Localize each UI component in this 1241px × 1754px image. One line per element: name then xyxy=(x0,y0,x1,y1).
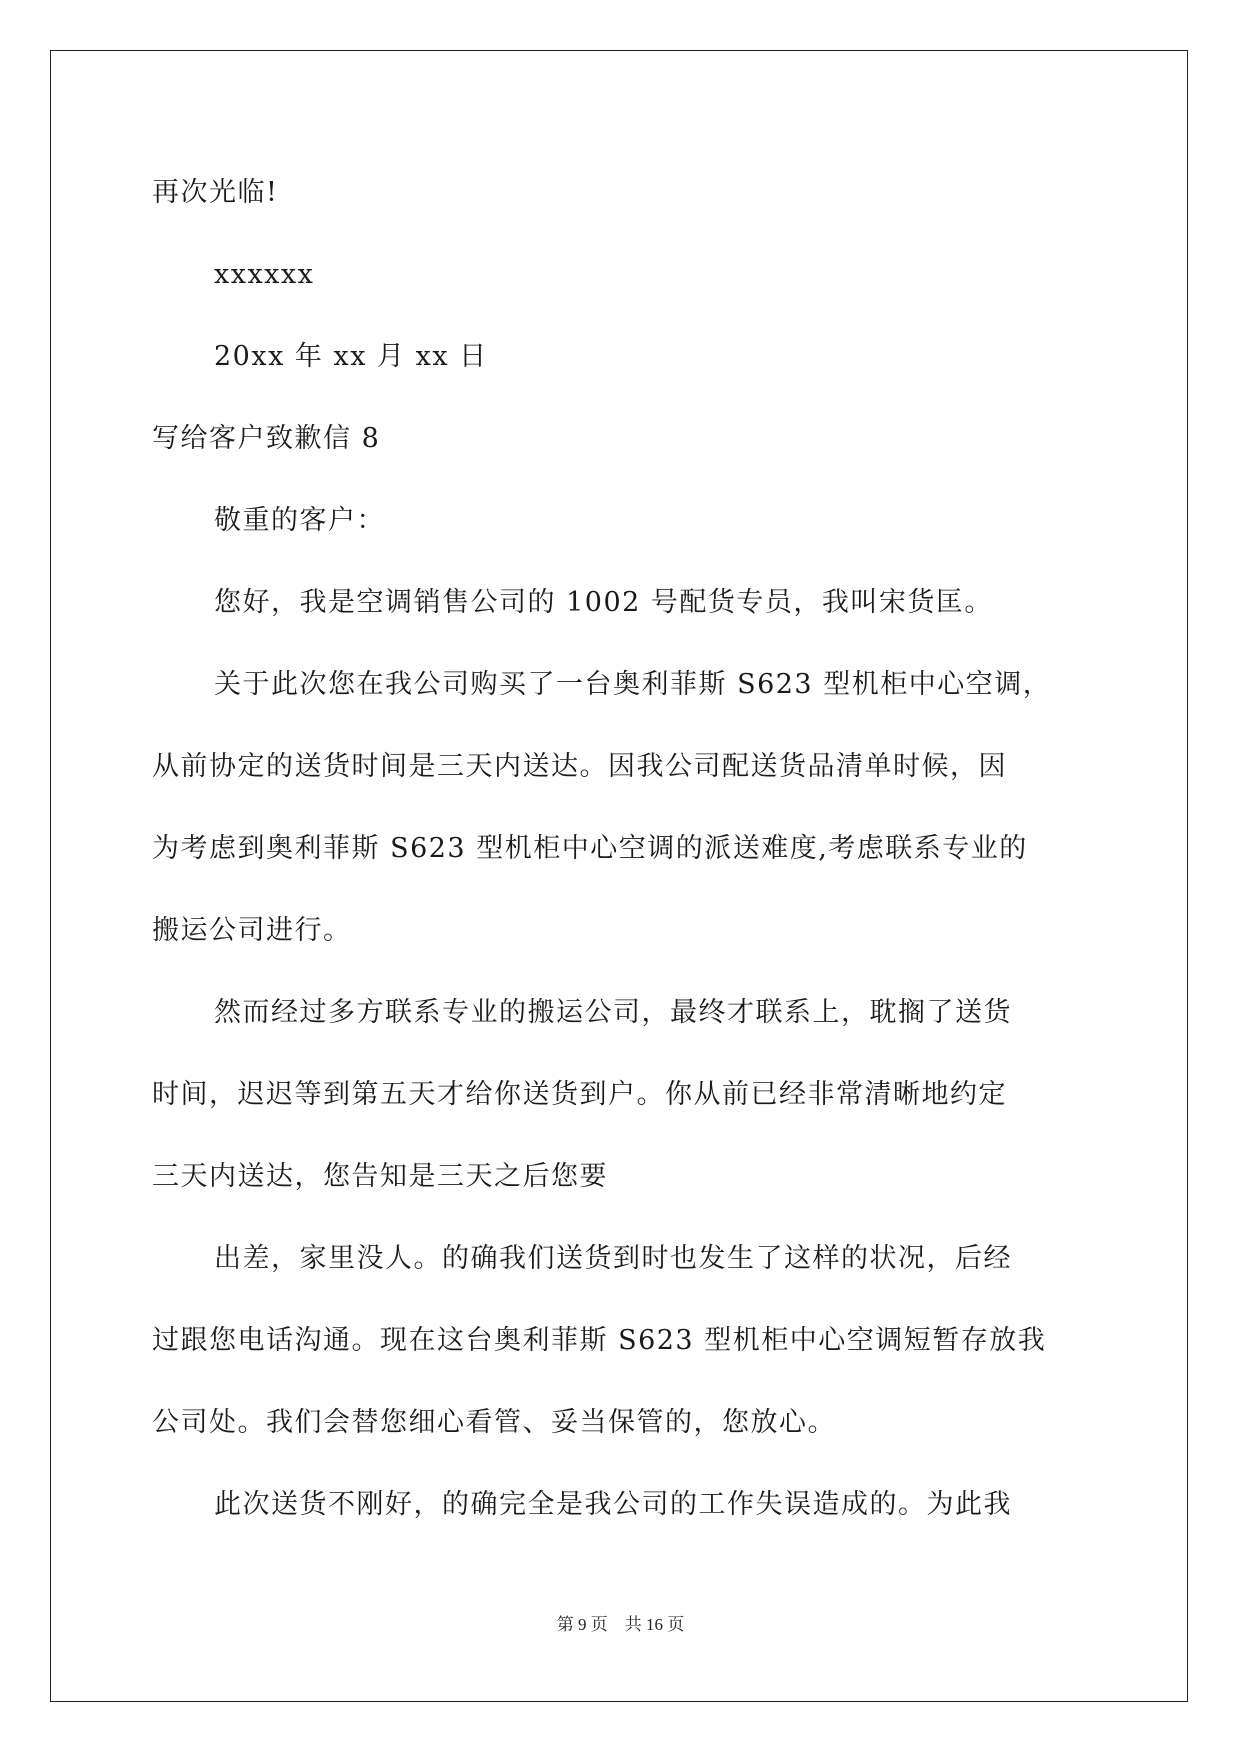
paragraph-line: 过跟您电话沟通。现在这台奥利菲斯 S623 型机柜中心空调短暂存放我 xyxy=(152,1325,1047,1356)
page-footer xyxy=(0,1614,1241,1636)
paragraph-line: 从前协定的送货时间是三天内送达。因我公司配送货品清单时候，因 xyxy=(152,751,1007,782)
paragraph-line: 此次送货不刚好，的确完全是我公司的工作失误造成的。为此我 xyxy=(214,1489,1012,1520)
paragraph-line: 为考虑到奥利菲斯 S623 型机柜中心空调的派送难度,考虑联系专业的 xyxy=(152,833,1028,864)
page-number: 第 9 页 xyxy=(556,1615,608,1634)
paragraph-line: 然而经过多方联系专业的搬运公司，最终才联系上，耽搁了送货 xyxy=(214,997,1012,1028)
letter-title: 写给客户致歉信 8 xyxy=(152,423,381,454)
page-frame xyxy=(50,50,1188,1702)
paragraph-line: 三天内送达，您告知是三天之后您要 xyxy=(152,1161,608,1192)
text-line-signature: xxxxxx xyxy=(214,259,315,290)
paragraph-line: 搬运公司进行。 xyxy=(152,915,352,946)
paragraph-line: 公司处。我们会替您细心看管、妥当保管的，您放心。 xyxy=(152,1407,836,1438)
text-line-closing: 再次光临! xyxy=(152,177,279,208)
page-total: 共 16 页 xyxy=(624,1615,685,1634)
paragraph-line: 关于此次您在我公司购买了一台奥利菲斯 S623 型机柜中心空调， xyxy=(214,669,1052,700)
paragraph-line: 时间，迟迟等到第五天才给你送货到户。你从前已经非常清晰地约定 xyxy=(152,1079,1007,1110)
paragraph-line: 出差，家里没人。的确我们送货到时也发生了这样的状况，后经 xyxy=(214,1243,1012,1274)
text-line-salutation: 敬重的客户： xyxy=(214,505,385,536)
text-line-date: 20xx 年 xx 月 xx 日 xyxy=(214,341,488,372)
text-line-greeting: 您好，我是空调销售公司的 1002 号配货专员，我叫宋货匡。 xyxy=(214,587,993,618)
